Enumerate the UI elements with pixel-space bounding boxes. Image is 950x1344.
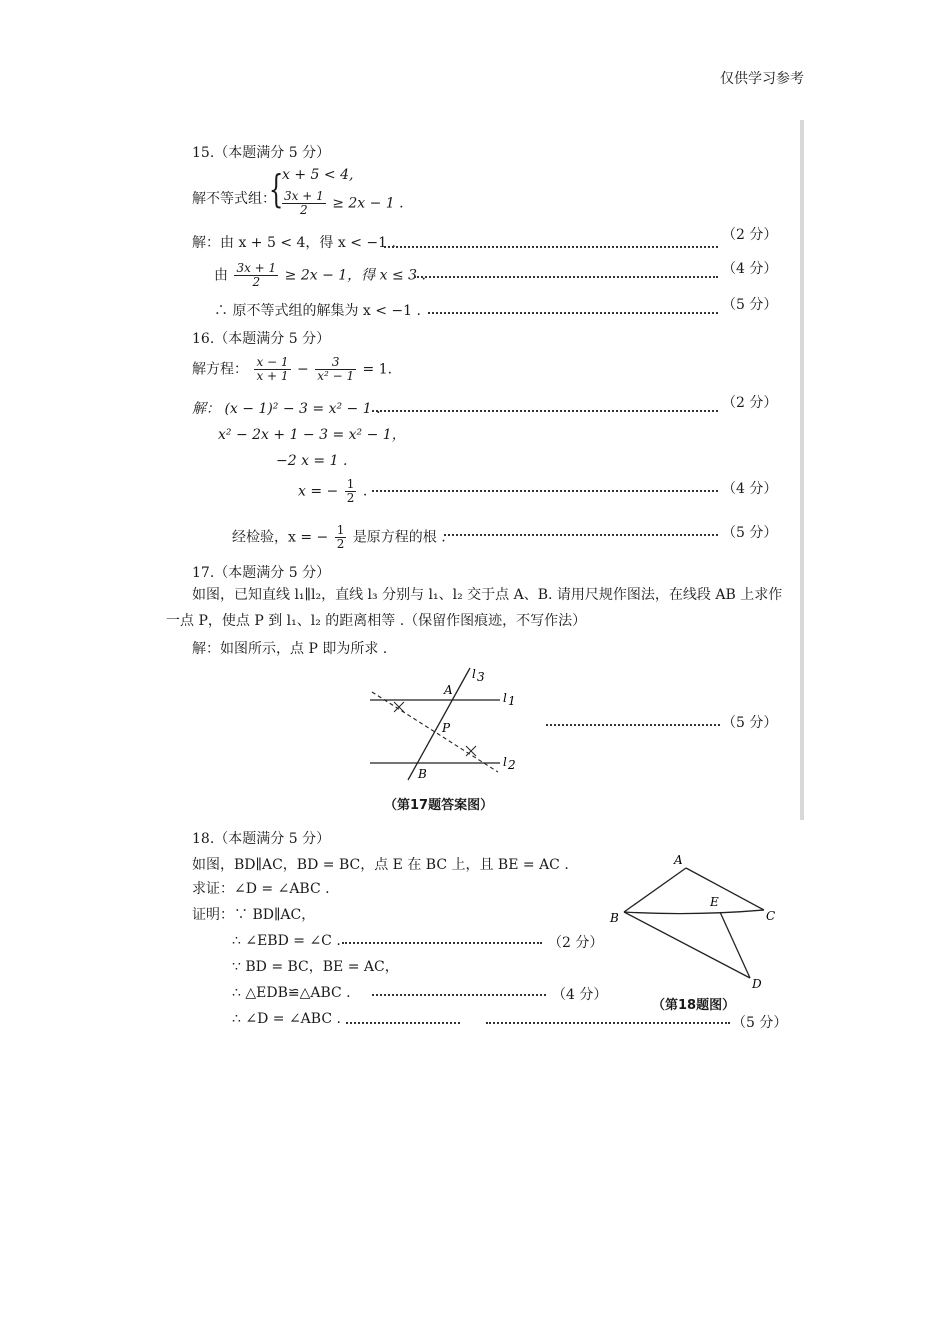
q18-title: 18.（本题满分 5 分） <box>192 831 331 847</box>
segment-BD <box>624 912 750 978</box>
q16-title: 16.（本题满分 5 分） <box>192 331 331 347</box>
q18-score-3: （5 分） <box>732 1015 788 1031</box>
leader-dots <box>346 1022 460 1024</box>
q18-given: 如图，BD∥AC，BD = BC，点 E 在 BC 上，且 BE = AC . <box>192 857 569 873</box>
q18-prove: 求证：∠D = ∠ABC . <box>192 881 330 897</box>
label-l3: l <box>472 667 476 681</box>
label-E: E <box>710 895 719 909</box>
q18-caption: （第18题图） <box>652 998 736 1013</box>
leader-dots <box>372 410 718 412</box>
q16-step-2: x² − 2x + 1 − 3 = x² − 1， <box>218 427 406 443</box>
q15-inequality-1: x + 5 < 4, <box>282 167 354 183</box>
q18-proof-4: ∴ △EDB≌△ABC . <box>232 985 351 1001</box>
q15-brace: { <box>268 167 284 211</box>
q17-title: 17.（本题满分 5 分） <box>192 565 331 581</box>
segment-ED <box>720 912 750 978</box>
q18-proof-2: ∴ ∠EBD = ∠C . <box>232 933 341 949</box>
q16-step-3: −2 x = 1 . <box>276 453 348 469</box>
label-C: C <box>766 909 776 923</box>
q16-score-3: （5 分） <box>722 525 778 541</box>
q15-prompt: 解不等式组： <box>192 191 276 207</box>
q18-proof-1: 证明：∵ BD∥AC， <box>192 907 316 923</box>
label-l3-sub: 3 <box>477 670 485 684</box>
q16-step-1: 解： (x − 1)² − 3 = x² − 1 . <box>192 401 381 417</box>
arc-mark-1 <box>394 702 404 712</box>
q17-text-1: 如图，已知直线 l₁∥l₂，直线 l₃ 分别与 l₁、l₂ 交于点 A、B. 请用尺规作图法，在线段 AB 上求作 <box>192 587 783 603</box>
leader-dots <box>372 994 546 996</box>
label-l1-sub: 1 <box>508 694 516 708</box>
leader-dots <box>384 246 718 248</box>
label-B: B <box>418 767 427 781</box>
label-B: B <box>610 911 619 925</box>
leader-dots <box>444 534 718 536</box>
q18-score-1: （2 分） <box>548 935 604 951</box>
q15-score-1: （2 分） <box>722 227 778 243</box>
label-l2-sub: 2 <box>508 758 516 772</box>
q16-step-5: 经检验，x = − $\frac{1}{2}$ 是原方程的根 . <box>232 523 446 551</box>
q15-fraction: $\frac{3x + 1}{2}$ <box>284 189 324 217</box>
label-A: A <box>674 853 683 867</box>
segment-BC <box>624 910 764 914</box>
label-D: D <box>752 977 762 991</box>
q17-score: （5 分） <box>722 715 778 731</box>
leader-dots <box>428 312 718 314</box>
q16-equation: 解方程： $\frac{x - 1}{x + 1}$ − $\frac{3}{\text{x² − 1}}$ = 1. <box>192 355 393 383</box>
label-P: P <box>442 721 451 735</box>
q18-proof-3: ∵ BD = BC，BE = AC， <box>232 959 399 975</box>
q15-score-3: （5 分） <box>722 297 778 313</box>
label-l2: l <box>503 755 507 769</box>
label-A: A <box>444 683 453 697</box>
q18-figure <box>600 848 790 998</box>
page-header: 仅供学习参考 <box>720 71 804 87</box>
q18-proof-5: ∴ ∠D = ∠ABC . <box>232 1011 341 1027</box>
q17-answer: 解：如图所示，点 P 即为所求 . <box>192 641 388 657</box>
q16-score-2: （4 分） <box>722 481 778 497</box>
segment-BA <box>624 868 686 912</box>
leader-dots <box>546 724 720 726</box>
q17-figure <box>360 662 530 792</box>
q18-score-2: （4 分） <box>552 987 608 1003</box>
q15-step-1: 解：由 x + 5 < 4，得 x < −1 . <box>192 235 396 251</box>
q15-score-2: （4 分） <box>722 261 778 277</box>
arc-mark-2 <box>466 746 476 756</box>
segment-AC <box>686 868 764 910</box>
q17-caption: （第17题答案图） <box>384 798 494 813</box>
leader-dots <box>372 490 718 492</box>
scan-edge-shadow <box>800 120 804 820</box>
q15-title: 15.（本题满分 5 分） <box>192 145 331 161</box>
q16-score-1: （2 分） <box>722 395 778 411</box>
q15-step-3: ∴ 原不等式组的解集为 x < −1 . <box>214 303 421 319</box>
q17-text-2: 一点 P，使点 P 到 l₁、l₂ 的距离相等 .（保留作图痕迹，不写作法） <box>166 613 587 629</box>
leader-dots <box>414 276 718 278</box>
leader-dots <box>486 1022 730 1024</box>
q15-inequality-2: $\frac{3x + 1}{2}$ ≥ 2x − 1 . <box>284 189 404 217</box>
q16-step-4: x = − $\frac{1}{2}$ . <box>298 477 368 505</box>
q15-step-2: 由 $\frac{3x + 1}{2}$ ≥ 2x − 1，得 x ≤ 3 . <box>214 261 426 289</box>
leader-dots <box>342 942 542 944</box>
label-l1: l <box>503 691 507 705</box>
